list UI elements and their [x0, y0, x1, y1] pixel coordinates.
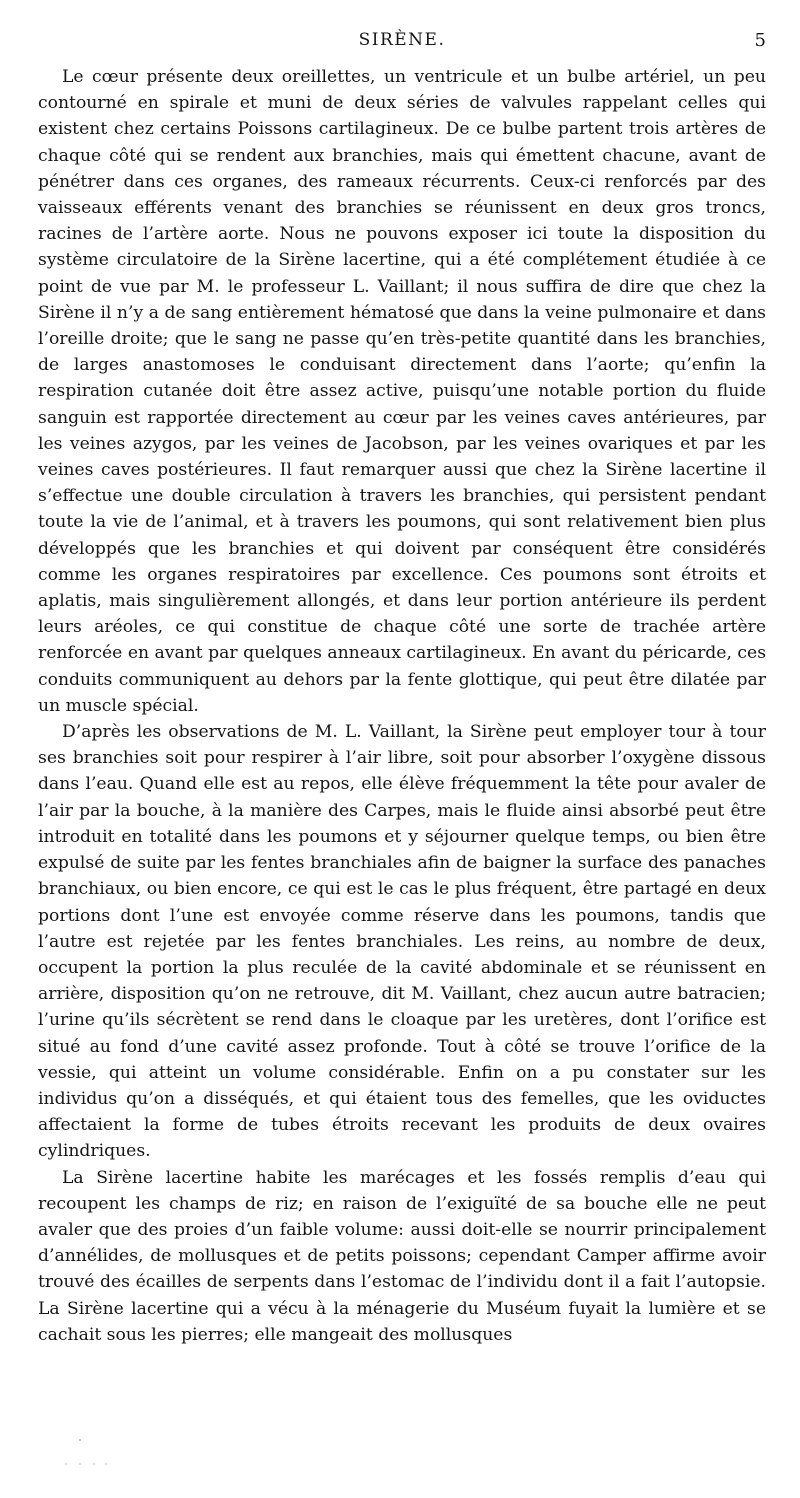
body-text: [38, 64, 766, 1348]
print-specks: [62, 1436, 122, 1476]
running-head: [38, 30, 766, 56]
paragraph-heart-circulation: Le cœur présente deux oreillettes, un ventricule et un bulbe artériel, un peu contourné en spirale et muni de deux séries de valvules rappelant celles qui existent chez certains Poissons cartilagineux. De ce bulbe partent trois artères de chaque côté qui se rendent aux branchies, mais qui émettent chacune, avant de pénétrer dans ces organes, des rameaux récurrents. Ceux-ci renforcés par des vaisseaux efférents venant des branchies se réunissent en deux gros troncs, racines de l’artère aorte. Nous ne pouvons exposer ici toute la disposition du système circulatoire de la Sirène lacertine, qui a été complétement étudiée à ce point de vue par M. le professeur L. Vaillant; il nous suffira de dire que chez la Sirène il n’y a de sang entièrement hématosé que dans la veine pulmonaire et dans l’oreille droite; que le sang ne passe qu’en très-petite quantité dans les branchies, de larges anastomoses le conduisant directement dans l’aorte; qu’enfin la respiration cutanée doit être assez active, puisqu’une notable portion du fluide sanguin est rapportée directement au cœur par les veines caves antérieures, par les veines azygos, par les veines de Jacobson, par les veines ovariques et par les veines caves postérieures. Il faut remarquer aussi que chez la Sirène lacertine il s’effectue une double circulation à travers les branchies, qui persistent pendant toute la vie de l’animal, et à travers les poumons, qui sont relativement bien plus développés que les branchies et qui doivent par conséquent être considérés comme les organes respiratoires par excellence. Ces poumons sont étroits et aplatis, mais singulièrement allongés, et dans leur portion antérieure ils perdent leurs aréoles, ce qui constitue de chaque côté une sorte de trachée artère renforcée en avant par quelques anneaux cartilagineux. En avant du péricarde, ces conduits communiquent au dehors par la fente glottique, qui peut être dilatée par un muscle spécial.: [38, 67, 767, 716]
running-title: SIRÈNE.: [358, 30, 446, 50]
page-number: 5: [754, 30, 766, 51]
paragraph-respiration-organs: D’après les observations de M. L. Vaillant, la Sirène peut employer tour à tour ses branchies soit pour respirer à l’air libre, soit pour absorber l’oxygène dissous dans l’eau. Quand elle est au repos, elle élève fréquemment la tête pour avaler de l’air par la bouche, à la manière des Carpes, mais le fluide ainsi absorbé peut être introduit en totalité dans les poumons et y séjourner quelque temps, ou bien être expulsé de suite par les fentes branchiales afin de baigner la surface des panaches branchiaux, ou bien encore, ce qui est le cas le plus fréquent, être partagé en deux portions dont l’une est envoyée comme réserve dans les poumons, tandis que l’autre est rejetée par les fentes branchiales. Les reins, au nombre de deux, occupent la portion la plus reculée de la cavité abdominale et se réunissent en arrière, disposition qu’on ne retrouve, dit M. Vaillant, chez aucun autre batracien; l’urine qu’ils sécrètent se rend dans le cloaque par les uretères, dont l’orifice est situé au fond d’une cavité assez profonde. Tout à côté se trouve l’orifice de la vessie, qui atteint un volume considérable. Enfin on a pu constater sur les individus qu’on a disséqués, et qui étaient tous des femelles, que les oviductes affectaient la forme de tubes étroits recevant les produits de deux ovaires cylindriques.: [38, 722, 766, 1162]
paragraph-habitat-diet: La Sirène lacertine habite les marécages et les fossés remplis d’eau qui recoupent les champs de riz; en raison de l’exiguïté de sa bouche elle ne peut avaler que des proies d’un faible volume: aussi doit-elle se nourrir principalement d’annélides, de mollusques et de petits poissons; cependant Camper affirme avoir trouvé des écailles de serpents dans l’estomac de l’individu dont il a fait l’autopsie. La Sirène lacertine qui a vécu à la ménagerie du Muséum fuyait la lumière et se cachait sous les pierres; elle mangeait des mollusques: [38, 1167, 766, 1345]
